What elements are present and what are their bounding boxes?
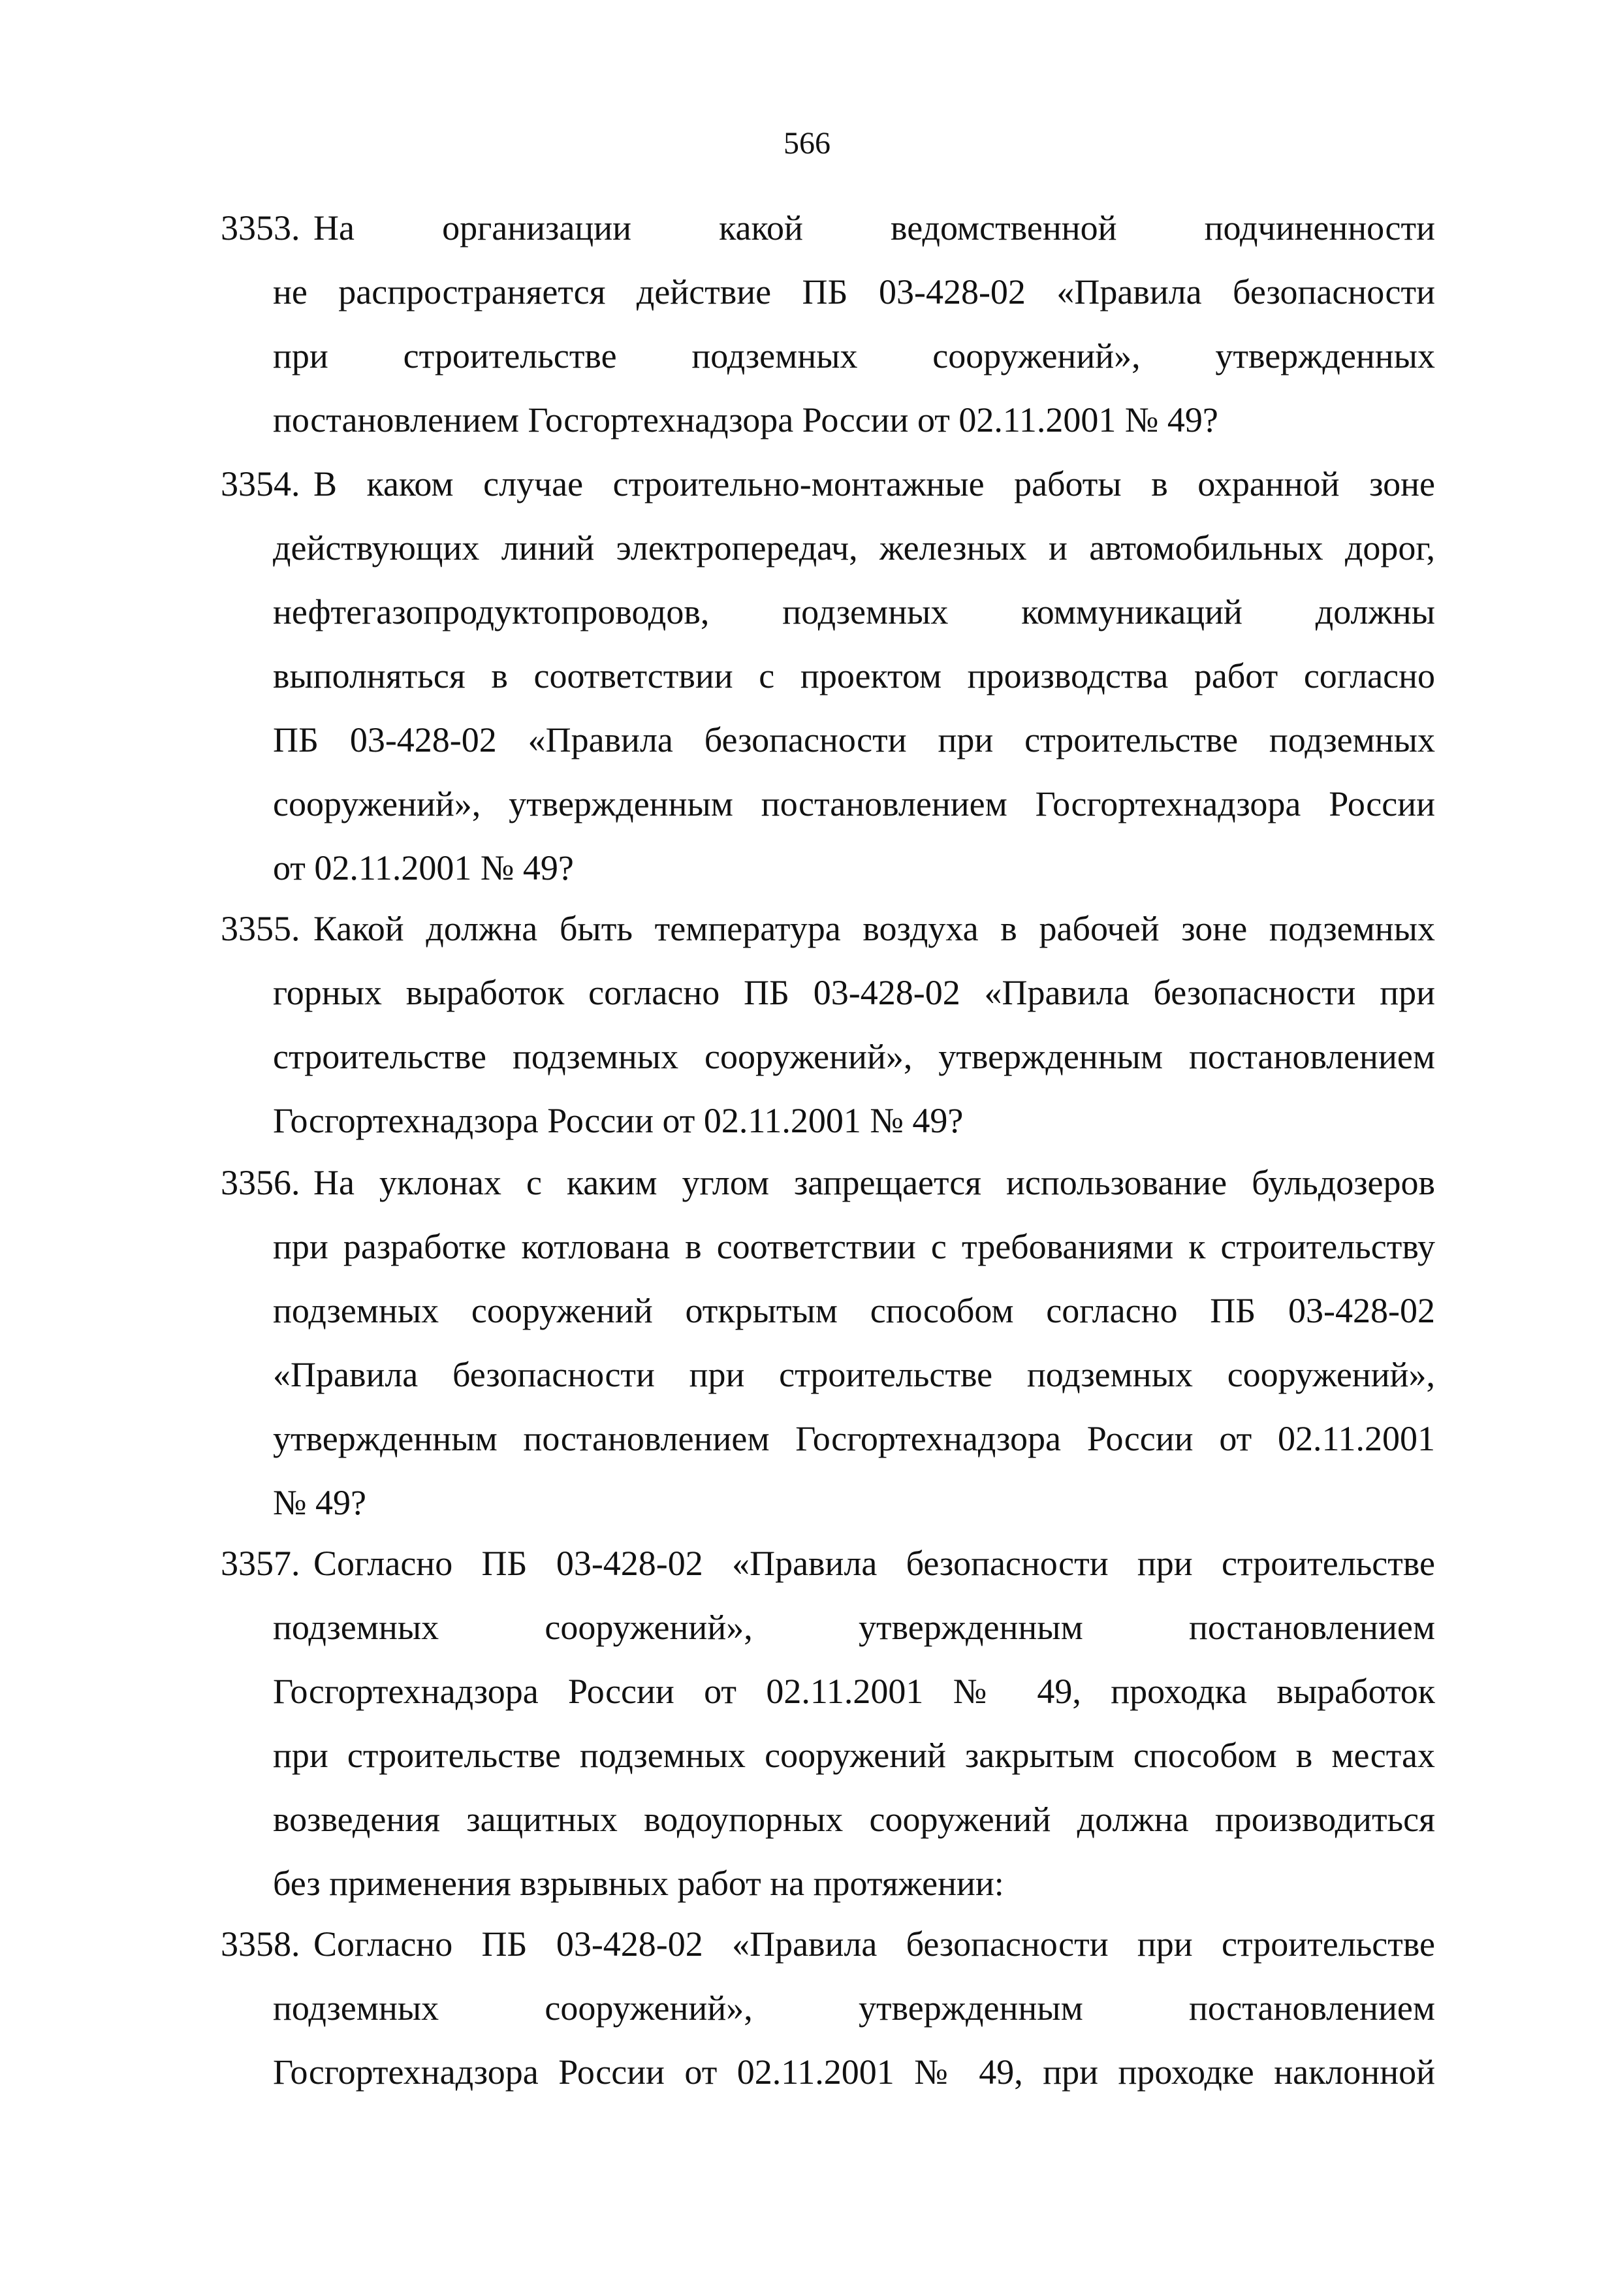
question-text-line: № 49?	[273, 1483, 366, 1522]
question-text-line: горных выработок согласно ПБ 03-428-02 «Правила безопасности при	[273, 973, 1435, 1012]
question-line	[221, 1787, 1435, 1851]
question-text-line: Госгортехнадзора России от 02.11.2001 № 49, при проходке наклонной	[273, 2052, 1435, 2092]
question-line	[221, 1851, 1435, 1915]
question-3355	[221, 897, 1435, 1153]
question-line	[221, 1151, 1435, 1215]
question-line	[221, 580, 1435, 644]
question-3358	[221, 1912, 1435, 2104]
question-number: 3355.	[221, 909, 300, 948]
question-line	[221, 1723, 1435, 1787]
question-text-line: На организации какой ведомственной подчиненности	[313, 208, 1435, 247]
question-3353	[221, 196, 1435, 452]
question-line	[221, 1976, 1435, 2040]
question-text-line: подземных сооружений», утвержденным постановлением	[273, 1988, 1435, 2028]
question-text-line: сооружений», утвержденным постановлением Госгортехнадзора России	[273, 784, 1435, 823]
question-line	[221, 196, 1435, 260]
question-number: 3353.	[221, 208, 300, 247]
question-text-line: «Правила безопасности при строительстве подземных сооружений»,	[273, 1355, 1435, 1394]
question-line	[221, 388, 1435, 452]
question-text-line: Согласно ПБ 03-428-02 «Правила безопасности при строительстве	[313, 1924, 1435, 1964]
question-line	[221, 1215, 1435, 1279]
question-text-line: от 02.11.2001 № 49?	[273, 848, 574, 887]
question-line	[221, 1279, 1435, 1343]
question-line	[221, 516, 1435, 580]
question-text-line: при разработке котлована в соответствии с требованиями к строительству	[273, 1227, 1435, 1266]
question-text-line: при строительстве подземных сооружений закрытым способом в местах	[273, 1736, 1435, 1775]
question-text-line: без применения взрывных работ на протяжении:	[273, 1864, 1004, 1903]
question-line	[221, 1025, 1435, 1089]
question-3357	[221, 1531, 1435, 1915]
page-number: 566	[783, 126, 831, 161]
question-text-line: Госгортехнадзора России от 02.11.2001 № 49?	[273, 1101, 964, 1140]
question-text-line: подземных сооружений открытым способом согласно ПБ 03-428-02	[273, 1291, 1435, 1330]
question-text-line: Госгортехнадзора России от 02.11.2001 № 49, проходка выработок	[273, 1672, 1435, 1711]
question-line	[221, 1595, 1435, 1659]
question-text-line: постановлением Госгортехнадзора России от 02.11.2001 № 49?	[273, 400, 1218, 439]
question-line	[221, 2040, 1435, 2104]
question-line	[221, 1659, 1435, 1723]
question-line	[221, 260, 1435, 324]
question-text-line: действующих линий электропередач, железных и автомобильных дорог,	[273, 528, 1435, 567]
question-text-line: В каком случае строительно-монтажные работы в охранной зоне	[313, 464, 1435, 503]
question-line	[221, 961, 1435, 1025]
question-text-line: На уклонах с каким углом запрещается использование бульдозеров	[313, 1163, 1435, 1202]
question-line	[221, 324, 1435, 388]
question-text-line: выполняться в соответствии с проектом производства работ согласно	[273, 656, 1435, 695]
question-text-line: ПБ 03-428-02 «Правила безопасности при строительстве подземных	[273, 720, 1435, 759]
question-text-line: Согласно ПБ 03-428-02 «Правила безопасности при строительстве	[313, 1544, 1435, 1583]
question-text-line: при строительстве подземных сооружений», утвержденных	[273, 336, 1435, 375]
question-line	[221, 1343, 1435, 1407]
question-text-line: подземных сооружений», утвержденным постановлением	[273, 1608, 1435, 1647]
question-line	[221, 1531, 1435, 1595]
question-line	[221, 1471, 1435, 1535]
question-text-line: нефтегазопродуктопроводов, подземных коммуникаций должны	[273, 592, 1435, 631]
question-text-line: Какой должна быть температура воздуха в рабочей зоне подземных	[313, 909, 1435, 948]
question-number: 3357.	[221, 1544, 300, 1583]
question-line	[221, 708, 1435, 772]
question-number: 3354.	[221, 464, 300, 503]
question-line	[221, 1089, 1435, 1153]
question-line	[221, 644, 1435, 708]
question-text-line: не распространяется действие ПБ 03-428-02 «Правила безопасности	[273, 272, 1435, 311]
question-text-line: утвержденным постановлением Госгортехнадзора России от 02.11.2001	[273, 1419, 1435, 1458]
question-text-line: возведения защитных водоупорных сооружений должна производиться	[273, 1800, 1435, 1839]
question-text-line: строительстве подземных сооружений», утвержденным постановлением	[273, 1037, 1435, 1076]
question-number: 3356.	[221, 1163, 300, 1202]
question-line	[221, 897, 1435, 961]
question-number: 3358.	[221, 1924, 300, 1964]
question-line	[221, 836, 1435, 900]
question-3356	[221, 1151, 1435, 1535]
question-line	[221, 452, 1435, 516]
question-line	[221, 1407, 1435, 1471]
question-3354	[221, 452, 1435, 900]
question-line	[221, 772, 1435, 836]
question-line	[221, 1912, 1435, 1976]
